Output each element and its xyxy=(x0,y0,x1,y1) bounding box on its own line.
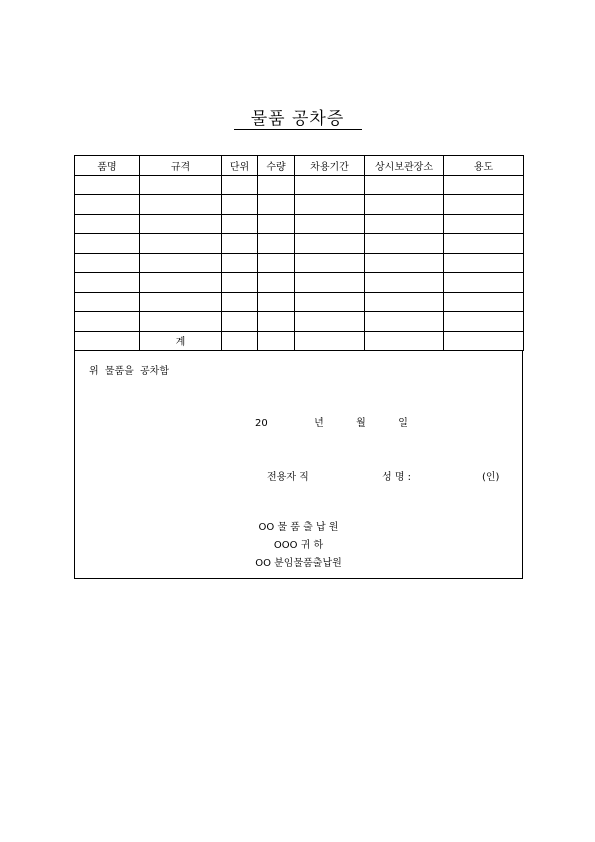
table-cell[interactable] xyxy=(258,175,295,195)
total-label: 계 xyxy=(140,331,222,351)
header-storage-location: 상시보관장소 xyxy=(365,156,444,176)
header-unit: 단위 xyxy=(222,156,258,176)
table-cell[interactable] xyxy=(365,175,444,195)
items-table xyxy=(74,155,524,351)
table-cell[interactable] xyxy=(258,214,295,234)
table-cell[interactable] xyxy=(222,312,258,332)
table-body xyxy=(75,175,524,331)
table-cell[interactable] xyxy=(222,292,258,312)
table-cell[interactable] xyxy=(258,292,295,312)
table-cell[interactable] xyxy=(258,195,295,215)
header-usage: 용도 xyxy=(444,156,524,176)
table-row xyxy=(75,175,524,195)
addressee-line-1: OO 물 품 출 납 원 xyxy=(258,522,339,533)
date-day-label: 일 xyxy=(398,418,408,429)
table-cell[interactable] xyxy=(365,331,444,351)
table-cell[interactable] xyxy=(444,253,524,273)
table-row xyxy=(75,214,524,234)
table-row xyxy=(75,292,524,312)
table-cell[interactable] xyxy=(222,175,258,195)
table-cell[interactable] xyxy=(222,331,258,351)
table-cell[interactable] xyxy=(444,195,524,215)
table-cell[interactable] xyxy=(75,234,140,254)
table-cell[interactable] xyxy=(75,331,140,351)
title-underline xyxy=(234,129,362,130)
table-cell[interactable] xyxy=(75,214,140,234)
table-cell[interactable] xyxy=(365,292,444,312)
signature-name-label: 성 명 : xyxy=(382,472,412,483)
table-cell[interactable] xyxy=(295,195,365,215)
table-cell[interactable] xyxy=(444,312,524,332)
table-cell[interactable] xyxy=(75,292,140,312)
table-cell[interactable] xyxy=(295,214,365,234)
table-row xyxy=(75,312,524,332)
table-cell[interactable] xyxy=(365,195,444,215)
table-cell[interactable] xyxy=(295,331,365,351)
table-cell[interactable] xyxy=(75,312,140,332)
table-cell[interactable] xyxy=(295,273,365,293)
table-cell[interactable] xyxy=(140,273,222,293)
table-cell[interactable] xyxy=(222,195,258,215)
table-cell[interactable] xyxy=(140,292,222,312)
header-loan-period: 차용기간 xyxy=(295,156,365,176)
table-row xyxy=(75,253,524,273)
seal-mark: (인) xyxy=(482,472,500,483)
table-row xyxy=(75,195,524,215)
statement-text: 위 물품을 공차함 xyxy=(89,366,169,377)
table-cell[interactable] xyxy=(295,312,365,332)
table-cell[interactable] xyxy=(295,292,365,312)
table-cell[interactable] xyxy=(140,234,222,254)
table-cell[interactable] xyxy=(222,273,258,293)
table-cell[interactable] xyxy=(444,234,524,254)
table-cell[interactable] xyxy=(444,273,524,293)
statement-box xyxy=(74,350,523,579)
date-year-label: 년 xyxy=(314,418,324,429)
addressee-line-2: OOO 귀 하 xyxy=(273,540,324,551)
table-cell[interactable] xyxy=(75,253,140,273)
date-month-label: 월 xyxy=(356,418,366,429)
table-row xyxy=(75,273,524,293)
table-cell[interactable] xyxy=(444,331,524,351)
table-cell[interactable] xyxy=(295,253,365,273)
header-item-name: 품명 xyxy=(75,156,140,176)
table-cell[interactable] xyxy=(365,214,444,234)
table-cell[interactable] xyxy=(258,312,295,332)
table-cell[interactable] xyxy=(140,253,222,273)
table-cell[interactable] xyxy=(444,214,524,234)
table-cell[interactable] xyxy=(140,195,222,215)
table-cell[interactable] xyxy=(140,214,222,234)
document-title: 물품 공차증 xyxy=(250,109,345,129)
addressee-line-3: OO 분임물품출납원 xyxy=(255,558,342,569)
table-cell[interactable] xyxy=(444,292,524,312)
table-cell[interactable] xyxy=(75,273,140,293)
table-cell[interactable] xyxy=(140,175,222,195)
table-cell[interactable] xyxy=(295,175,365,195)
table-cell[interactable] xyxy=(258,234,295,254)
table-cell[interactable] xyxy=(222,214,258,234)
table-cell[interactable] xyxy=(365,253,444,273)
total-row xyxy=(75,331,524,351)
table-cell[interactable] xyxy=(75,195,140,215)
table-cell[interactable] xyxy=(222,253,258,273)
table-row xyxy=(75,234,524,254)
table-cell[interactable] xyxy=(75,175,140,195)
header-quantity: 수량 xyxy=(258,156,295,176)
table-cell[interactable] xyxy=(365,273,444,293)
table-cell[interactable] xyxy=(140,312,222,332)
table-cell[interactable] xyxy=(365,312,444,332)
signature-role-label: 전용자 직 xyxy=(267,472,309,483)
table-cell[interactable] xyxy=(258,253,295,273)
table-cell[interactable] xyxy=(258,273,295,293)
table-cell[interactable] xyxy=(444,175,524,195)
table-cell[interactable] xyxy=(258,331,295,351)
header-spec: 규격 xyxy=(140,156,222,176)
table-cell[interactable] xyxy=(295,234,365,254)
table-cell[interactable] xyxy=(365,234,444,254)
table-cell[interactable] xyxy=(222,234,258,254)
date-line xyxy=(255,414,408,429)
date-year-prefix: 20 xyxy=(255,418,268,429)
table-header-row xyxy=(75,156,524,176)
